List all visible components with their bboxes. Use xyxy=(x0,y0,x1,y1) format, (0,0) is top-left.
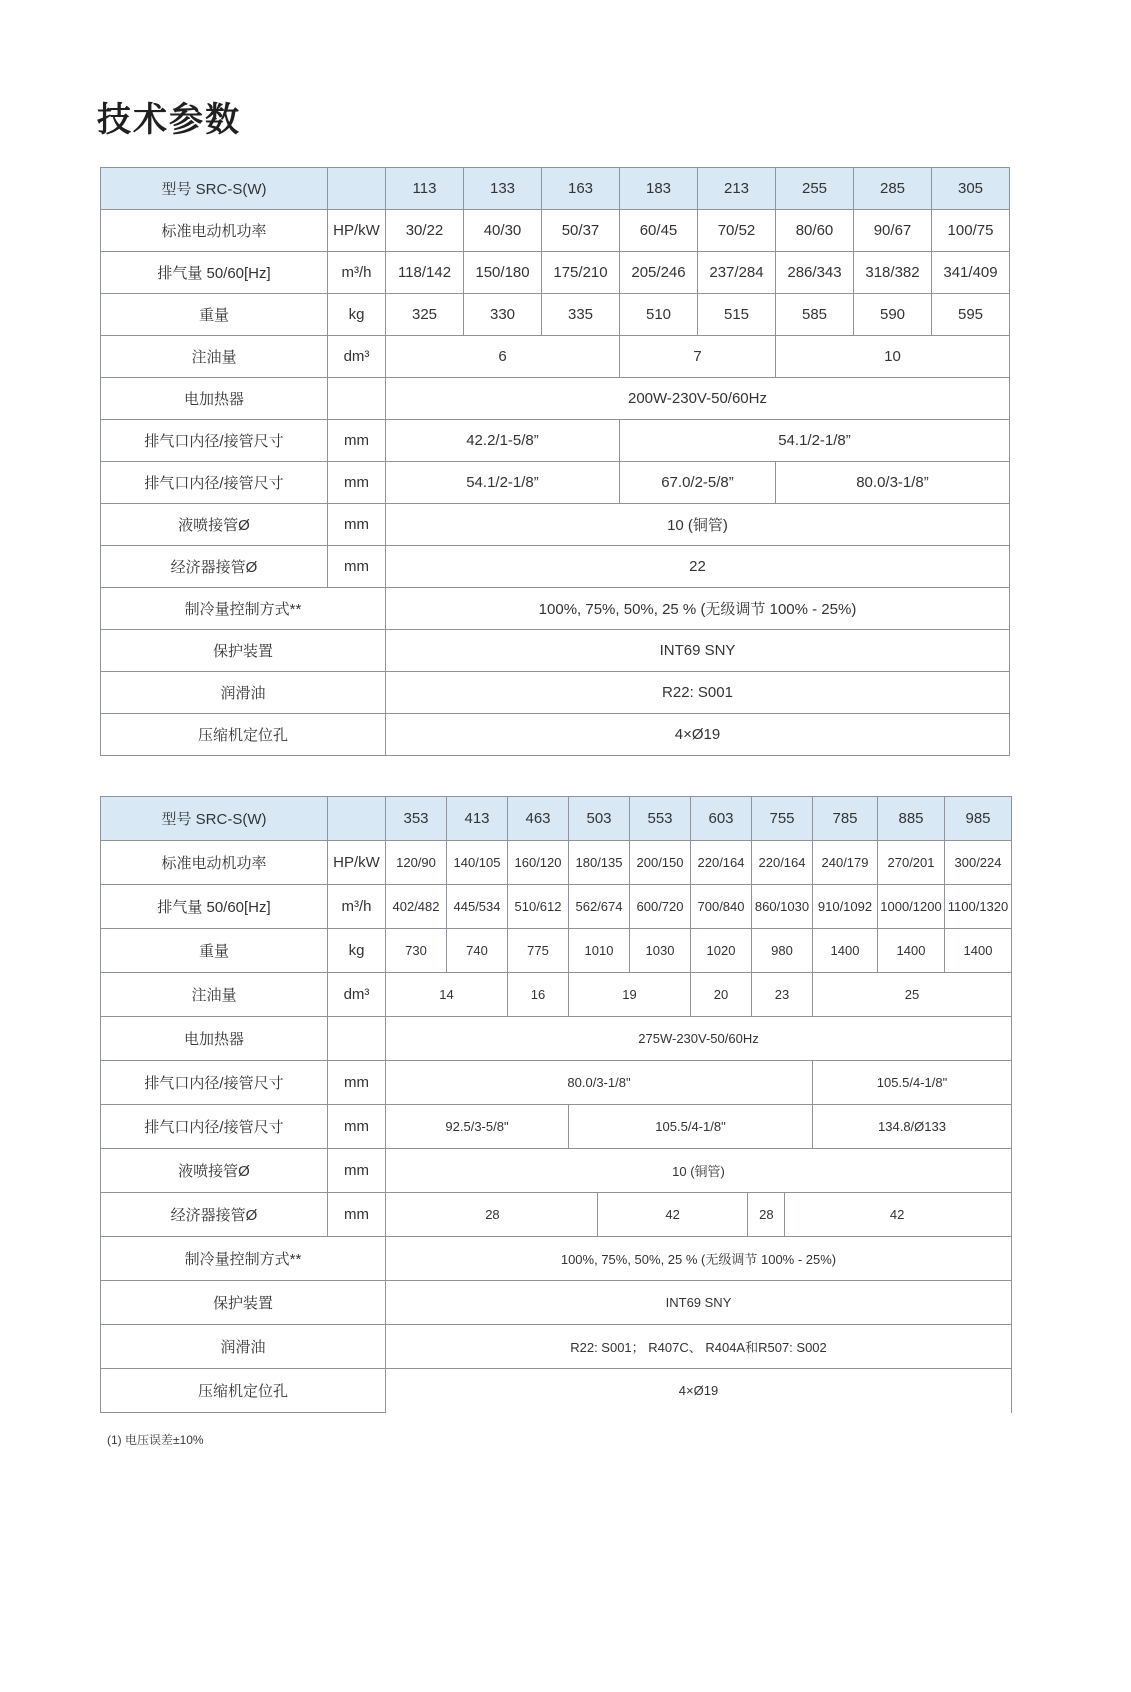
table-row xyxy=(101,336,1010,378)
value-cell: 23 xyxy=(752,973,813,1017)
row-unit: m³/h xyxy=(328,885,386,929)
row-label: 电加热器 xyxy=(101,1017,328,1061)
value-cell: 160/120 xyxy=(508,841,569,885)
model-cell: 255 xyxy=(776,168,854,210)
value-cell: 1400 xyxy=(878,929,945,973)
row-label: 经济器接管Ø xyxy=(101,1193,328,1237)
row-label: 压缩机定位孔 xyxy=(101,1369,386,1413)
model-cell: 213 xyxy=(698,168,776,210)
row-unit: mm xyxy=(328,1105,386,1149)
table-row xyxy=(101,1325,1012,1369)
value-cell: 510/612 xyxy=(508,885,569,929)
table-row xyxy=(101,1193,1012,1237)
model-cell: 133 xyxy=(464,168,542,210)
value-cell: 42 xyxy=(598,1193,749,1236)
value-cell: 10 (铜管) xyxy=(386,504,1010,546)
spec-table-2 xyxy=(100,796,1012,1413)
value-cell: 20 xyxy=(691,973,752,1017)
row-unit: mm xyxy=(328,504,386,546)
value-cell: 70/52 xyxy=(698,210,776,252)
value-cell: 445/534 xyxy=(447,885,508,929)
page-title: 技术参数 xyxy=(97,101,241,139)
value-cell: 200W-230V-50/60Hz xyxy=(386,378,1010,420)
value-cell: 6 xyxy=(386,336,620,378)
value-cell: 1400 xyxy=(945,929,1012,973)
value-cell: 730 xyxy=(386,929,447,973)
table-row xyxy=(101,929,1012,973)
value-cell: 120/90 xyxy=(386,841,447,885)
value-cell: 220/164 xyxy=(691,841,752,885)
value-cell: 60/45 xyxy=(620,210,698,252)
row-label: 制冷量控制方式** xyxy=(101,1237,386,1281)
row-label: 润滑油 xyxy=(101,1325,386,1369)
table-row xyxy=(101,1105,1012,1149)
table-row xyxy=(101,378,1010,420)
table-row xyxy=(101,462,1010,504)
value-cell: 90/67 xyxy=(854,210,932,252)
value-cell: INT69 SNY xyxy=(386,1281,1012,1325)
value-cell: 105.5/4-1/8" xyxy=(569,1105,813,1149)
value-cell: 1010 xyxy=(569,929,630,973)
value-cell: 270/201 xyxy=(878,841,945,885)
value-cell: 1000/1200 xyxy=(878,885,945,929)
value-cell: 40/30 xyxy=(464,210,542,252)
row-unit: kg xyxy=(328,294,386,336)
value-cell: 4×Ø19 xyxy=(386,714,1010,756)
table-row xyxy=(101,1369,1012,1413)
value-cell: 134.8/Ø133 xyxy=(813,1105,1012,1149)
row-unit: mm xyxy=(328,1149,386,1193)
header-row xyxy=(101,797,1012,841)
row-label: 保护装置 xyxy=(101,1281,386,1325)
table-row xyxy=(101,1281,1012,1325)
row-label: 压缩机定位孔 xyxy=(101,714,386,756)
value-cell: 205/246 xyxy=(620,252,698,294)
value-cell: 50/37 xyxy=(542,210,620,252)
row-unit: dm³ xyxy=(328,973,386,1017)
value-cell: 341/409 xyxy=(932,252,1010,294)
value-cell: 80/60 xyxy=(776,210,854,252)
value-cell: 118/142 xyxy=(386,252,464,294)
value-cell: 100%, 75%, 50%, 25 % (无级调节 100% - 25%) xyxy=(386,1237,1012,1281)
table-row xyxy=(101,672,1010,714)
value-cell: 42.2/1-5/8” xyxy=(386,420,620,462)
table-row xyxy=(101,294,1010,336)
row-label: 注油量 xyxy=(101,336,328,378)
value-cell: 1030 xyxy=(630,929,691,973)
value-cell: 7 xyxy=(620,336,776,378)
row-unit xyxy=(328,378,386,420)
model-cell: 413 xyxy=(447,797,508,841)
table-row xyxy=(101,1017,1012,1061)
value-cell: 590 xyxy=(854,294,932,336)
table-row xyxy=(101,504,1010,546)
row-label: 注油量 xyxy=(101,973,328,1017)
table-row xyxy=(101,1237,1012,1281)
row-unit: mm xyxy=(328,462,386,504)
value-cell: 1100/1320 xyxy=(945,885,1012,929)
row-unit: HP/kW xyxy=(328,210,386,252)
value-cell: 80.0/3-1/8" xyxy=(386,1061,813,1105)
value-cell: 402/482 xyxy=(386,885,447,929)
row-label: 制冷量控制方式** xyxy=(101,588,386,630)
row-label: 标准电动机功率 xyxy=(101,210,328,252)
row-label: 液喷接管Ø xyxy=(101,1149,328,1193)
value-cell: 54.1/2-1/8” xyxy=(620,420,1010,462)
row-label: 重量 xyxy=(101,294,328,336)
value-group xyxy=(386,1193,1012,1237)
table-row xyxy=(101,546,1010,588)
value-cell: 910/1092 xyxy=(813,885,878,929)
value-cell: 740 xyxy=(447,929,508,973)
value-cell: R22: S001 xyxy=(386,672,1010,714)
row-unit: mm xyxy=(328,420,386,462)
value-cell: 515 xyxy=(698,294,776,336)
row-unit: m³/h xyxy=(328,252,386,294)
value-cell: 286/343 xyxy=(776,252,854,294)
value-cell: 19 xyxy=(569,973,691,1017)
value-cell: 140/105 xyxy=(447,841,508,885)
value-cell: 510 xyxy=(620,294,698,336)
split-row xyxy=(388,1193,1009,1236)
value-cell: 150/180 xyxy=(464,252,542,294)
value-cell: 22 xyxy=(386,546,1010,588)
value-cell: 200/150 xyxy=(630,841,691,885)
value-cell: 595 xyxy=(932,294,1010,336)
row-unit: dm³ xyxy=(328,336,386,378)
value-cell: 1400 xyxy=(813,929,878,973)
spec-table-1 xyxy=(100,167,1010,756)
model-cell: 285 xyxy=(854,168,932,210)
value-cell: 325 xyxy=(386,294,464,336)
row-label: 液喷接管Ø xyxy=(101,504,328,546)
value-cell: 100/75 xyxy=(932,210,1010,252)
value-cell: 330 xyxy=(464,294,542,336)
value-cell: 300/224 xyxy=(945,841,1012,885)
value-cell: 10 xyxy=(776,336,1010,378)
value-cell: 16 xyxy=(508,973,569,1017)
table-row xyxy=(101,714,1010,756)
value-cell: 30/22 xyxy=(386,210,464,252)
model-cell: 305 xyxy=(932,168,1010,210)
row-unit: mm xyxy=(328,1061,386,1105)
table-row xyxy=(101,630,1010,672)
value-cell: 14 xyxy=(386,973,508,1017)
model-unit-cell xyxy=(328,797,386,841)
header-row xyxy=(101,168,1010,210)
row-label: 排气口内径/接管尺寸 xyxy=(101,420,328,462)
row-unit: kg xyxy=(328,929,386,973)
model-cell: 785 xyxy=(813,797,878,841)
value-cell: 275W-230V-50/60Hz xyxy=(386,1017,1012,1061)
model-cell: 113 xyxy=(386,168,464,210)
row-unit: mm xyxy=(328,546,386,588)
row-label: 排气量 50/60[Hz] xyxy=(101,885,328,929)
table-row xyxy=(101,1149,1012,1193)
value-cell: 860/1030 xyxy=(752,885,813,929)
value-cell: 220/164 xyxy=(752,841,813,885)
value-cell: 42 xyxy=(889,1207,905,1222)
table-row xyxy=(101,420,1010,462)
value-cell: 318/382 xyxy=(854,252,932,294)
model-cell: 755 xyxy=(752,797,813,841)
value-cell: 67.0/2-5/8” xyxy=(620,462,776,504)
model-cell: 553 xyxy=(630,797,691,841)
model-cell: 603 xyxy=(691,797,752,841)
table-row xyxy=(101,1061,1012,1105)
value-cell: INT69 SNY xyxy=(386,630,1010,672)
model-cell: 163 xyxy=(542,168,620,210)
value-cell: 92.5/3-5/8" xyxy=(386,1105,569,1149)
value-cell: 335 xyxy=(542,294,620,336)
value-cell: 240/179 xyxy=(813,841,878,885)
row-unit xyxy=(328,1017,386,1061)
table-row xyxy=(101,841,1012,885)
value-cell: 105.5/4-1/8" xyxy=(813,1061,1012,1105)
value-cell: 1020 xyxy=(691,929,752,973)
value-cell: 980 xyxy=(752,929,813,973)
value-cell: 100%, 75%, 50%, 25 % (无级调节 100% - 25%) xyxy=(386,588,1010,630)
value-cell: 80.0/3-1/8” xyxy=(776,462,1010,504)
row-label: 排气口内径/接管尺寸 xyxy=(101,1105,328,1149)
model-cell: 503 xyxy=(569,797,630,841)
row-label: 排气量 50/60[Hz] xyxy=(101,252,328,294)
value-cell: 562/674 xyxy=(569,885,630,929)
row-label: 润滑油 xyxy=(101,672,386,714)
value-cell: 28 xyxy=(388,1193,598,1236)
model-series-label: 型号 SRC-S(W) xyxy=(101,168,328,210)
model-cell: 985 xyxy=(945,797,1012,841)
table-row xyxy=(101,885,1012,929)
value-cell: 54.1/2-1/8” xyxy=(386,462,620,504)
value-cell: 25 xyxy=(813,973,1012,1017)
row-unit: HP/kW xyxy=(328,841,386,885)
value-cell: 775 xyxy=(508,929,569,973)
footnote: (1) 电压误差±10% xyxy=(107,1433,204,1447)
model-cell: 353 xyxy=(386,797,447,841)
value-cell: 4×Ø19 xyxy=(386,1369,1012,1413)
table-row xyxy=(101,252,1010,294)
model-cell: 885 xyxy=(878,797,945,841)
value-cell: 600/720 xyxy=(630,885,691,929)
table-row xyxy=(101,588,1010,630)
value-cell: 700/840 xyxy=(691,885,752,929)
model-unit-cell xyxy=(328,168,386,210)
value-cell: R22: S001； R407C、 R404A和R507: S002 xyxy=(386,1325,1012,1369)
row-label: 标准电动机功率 xyxy=(101,841,328,885)
table-row xyxy=(101,973,1012,1017)
model-cell: 183 xyxy=(620,168,698,210)
value-cell: 10 (铜管) xyxy=(386,1149,1012,1193)
row-label: 重量 xyxy=(101,929,328,973)
model-cell: 463 xyxy=(508,797,569,841)
model-series-label: 型号 SRC-S(W) xyxy=(101,797,328,841)
table-row xyxy=(101,210,1010,252)
row-label: 排气口内径/接管尺寸 xyxy=(101,1061,328,1105)
value-cell: 180/135 xyxy=(569,841,630,885)
value-cell: 237/284 xyxy=(698,252,776,294)
row-label: 电加热器 xyxy=(101,378,328,420)
row-unit: mm xyxy=(328,1193,386,1237)
row-label: 排气口内径/接管尺寸 xyxy=(101,462,328,504)
value-cell: 585 xyxy=(776,294,854,336)
row-label: 保护装置 xyxy=(101,630,386,672)
value-cell: 28 xyxy=(748,1193,785,1236)
value-cell: 175/210 xyxy=(542,252,620,294)
row-label: 经济器接管Ø xyxy=(101,546,328,588)
